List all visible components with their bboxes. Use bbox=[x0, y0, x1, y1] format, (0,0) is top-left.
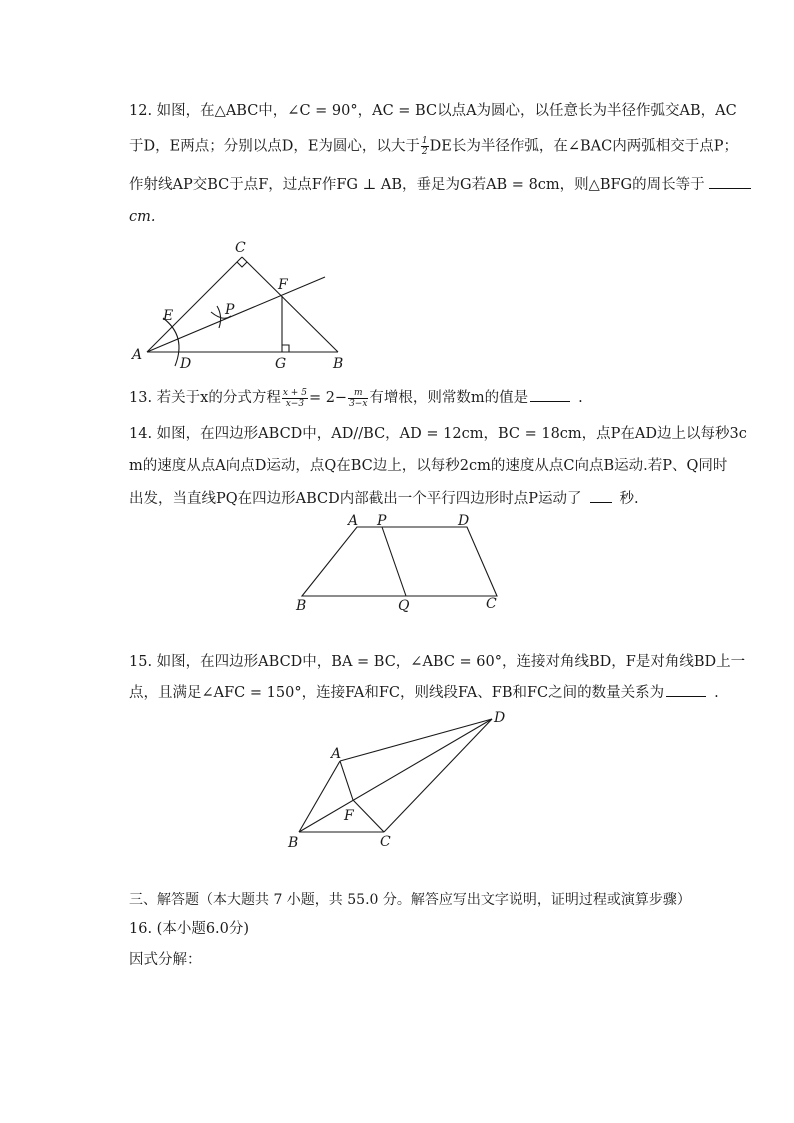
q15-label-f: F bbox=[344, 808, 354, 824]
q12-line-4: cm. bbox=[129, 209, 156, 225]
q12-label-c: C bbox=[235, 240, 246, 256]
q13-mid: = 2− bbox=[308, 390, 348, 406]
q15-answer-blank[interactable] bbox=[666, 682, 706, 697]
q14-figure bbox=[292, 512, 507, 616]
q16-body: 因式分解： bbox=[129, 952, 202, 968]
q14-label-p: P bbox=[377, 513, 387, 529]
q14-label-b: B bbox=[296, 598, 307, 614]
q12-line-2-a: 于D，E两点；分别以点D，E为圆心，以大于 bbox=[129, 138, 420, 155]
q12-label-g: G bbox=[275, 356, 287, 372]
q15-label-c: C bbox=[380, 834, 391, 850]
q14-label-a: A bbox=[348, 513, 359, 529]
q13-text-b: 有增根，则常数m的值是 bbox=[369, 390, 529, 406]
q16-head: 16. (本小题6.0分) bbox=[129, 921, 250, 937]
q13-f1-den: x−3 bbox=[285, 398, 305, 409]
q12-label-a: A bbox=[132, 347, 143, 363]
q13-end: . bbox=[578, 390, 583, 406]
q13-fraction-1 bbox=[282, 388, 308, 409]
q12-frac-num: 1 bbox=[421, 136, 428, 146]
q12-line-3-text: 作射线AP交BC于点F，过点F作FG ⊥ AB，垂足为G若AB = 8cm，则△BFG的周长等于 bbox=[129, 177, 705, 193]
q13-text-a: 13. 若关于x的分式方程 bbox=[129, 390, 281, 406]
q14-line-3 bbox=[129, 488, 639, 509]
q15-seg-bd bbox=[299, 719, 492, 832]
q12-line-2-b: DE长为半径作弧，在∠BAC内两弧相交于点P； bbox=[429, 138, 738, 155]
q12-line-1: 12. 如图，在△ABC中，∠C = 90°，AC = BC以点A为圆心，以任意长为半径作弧交AB，AC bbox=[129, 103, 737, 119]
q12-seg-cb bbox=[242, 257, 338, 352]
q15-seg-ab bbox=[299, 761, 340, 832]
q14-line-3-b: 秒. bbox=[619, 491, 639, 507]
q12-frac-den: 2 bbox=[421, 147, 428, 157]
q12-label-f: F bbox=[278, 277, 288, 293]
q15-label-b: B bbox=[288, 835, 299, 851]
q15-line-2-b: . bbox=[714, 685, 719, 701]
q12-right-angle-g bbox=[282, 345, 289, 352]
q14-label-q: Q bbox=[398, 598, 410, 614]
q12-label-p: P bbox=[225, 302, 235, 318]
q14-line-1: 14. 如图，在四边形ABCD中，AD//BC，AD = 12cm，BC = 18cm，点P在AD边上以每秒3c bbox=[129, 426, 747, 442]
q15-line-2-a: 点，且满足∠AFC = 150°，连接FA和FC，则线段FA、FB和FC之间的数量关系为 bbox=[129, 685, 665, 701]
q15-line-2 bbox=[129, 682, 719, 703]
q14-label-c: C bbox=[486, 596, 497, 612]
q13-f1-num: x + 5 bbox=[282, 387, 307, 398]
q12-fraction bbox=[421, 136, 429, 157]
q13-answer-blank[interactable] bbox=[530, 387, 570, 402]
q12-ray-ap bbox=[147, 277, 325, 352]
q15-seg-cd bbox=[384, 719, 492, 832]
q15-seg-ad bbox=[340, 719, 492, 761]
q13-f2-den: 3−x bbox=[349, 398, 368, 409]
q14-label-d: D bbox=[458, 513, 470, 529]
q14-line-2: m的速度从点A向点D运动，点Q在BC边上，以每秒2cm的速度从点C向点B运动.若P、Q同时 bbox=[129, 458, 728, 474]
q12-right-angle-c bbox=[237, 262, 247, 267]
q13-fraction-2 bbox=[348, 388, 368, 409]
q13-f2-num: m bbox=[348, 388, 368, 399]
q15-figure bbox=[284, 708, 514, 853]
q14-quadrilateral bbox=[302, 527, 497, 596]
q15-seg-af bbox=[340, 761, 353, 800]
q14-line-3-a: 出发，当直线PQ在四边形ABCD内部截出一个平行四边形时点P运动了 bbox=[129, 491, 582, 507]
q15-seg-cf bbox=[353, 800, 384, 832]
q14-answer-blank[interactable] bbox=[590, 488, 612, 503]
section-3-heading: 三、解答题（本大题共 7 小题，共 55.0 分。解答应写出文字说明，证明过程或演算步骤） bbox=[129, 892, 691, 908]
q12-figure bbox=[125, 238, 345, 373]
q12-label-b: B bbox=[333, 356, 344, 372]
q12-line-2 bbox=[129, 136, 738, 157]
q12-label-d: D bbox=[180, 356, 192, 372]
q13-line bbox=[129, 387, 583, 409]
q12-line-3 bbox=[129, 174, 751, 195]
q15-label-a: A bbox=[331, 746, 342, 762]
q12-label-e: E bbox=[163, 308, 174, 324]
q15-line-1: 15. 如图，在四边形ABCD中，BA = BC，∠ABC = 60°，连接对角线BD，F是对角线BD上一 bbox=[129, 654, 746, 670]
q15-label-d: D bbox=[494, 710, 506, 726]
q12-answer-blank[interactable] bbox=[709, 174, 751, 189]
q14-seg-pq bbox=[382, 527, 406, 596]
